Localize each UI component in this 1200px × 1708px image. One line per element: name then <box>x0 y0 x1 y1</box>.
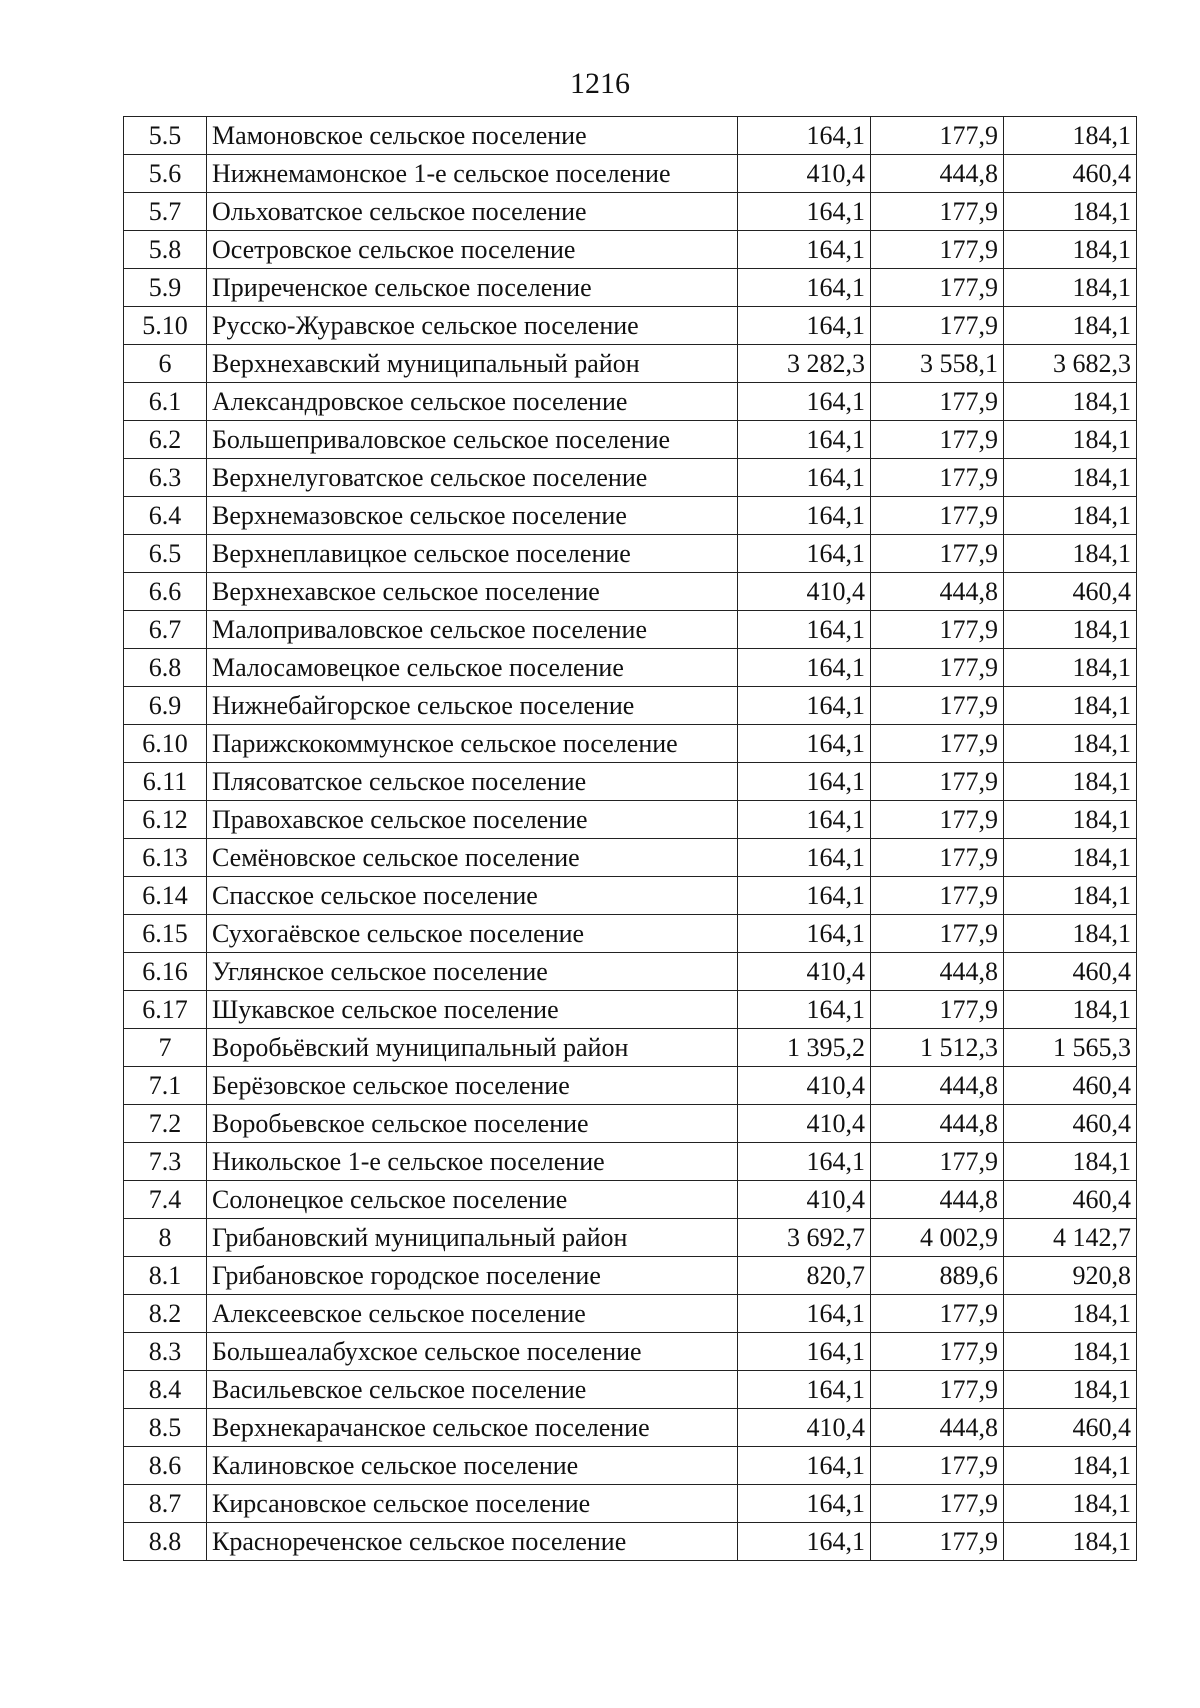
value-col-2: 889,6 <box>871 1257 1004 1295</box>
value-col-3: 184,1 <box>1004 383 1137 421</box>
table-row <box>124 535 1137 573</box>
value-col-3: 184,1 <box>1004 1371 1137 1409</box>
settlement-name: Берёзовское сельское поселение <box>207 1067 738 1105</box>
row-number: 7.3 <box>124 1143 207 1181</box>
value-col-1: 164,1 <box>738 383 871 421</box>
settlement-name: Верхнекарачанское сельское поселение <box>207 1409 738 1447</box>
row-number: 6.6 <box>124 573 207 611</box>
table-row <box>124 155 1137 193</box>
value-col-3: 184,1 <box>1004 991 1137 1029</box>
value-col-1: 410,4 <box>738 1409 871 1447</box>
table-row <box>124 1257 1137 1295</box>
value-col-2: 444,8 <box>871 1409 1004 1447</box>
value-col-2: 177,9 <box>871 535 1004 573</box>
row-number: 6.13 <box>124 839 207 877</box>
table-row <box>124 1447 1137 1485</box>
value-col-2: 177,9 <box>871 1333 1004 1371</box>
value-col-2: 177,9 <box>871 1485 1004 1523</box>
value-col-3: 3 682,3 <box>1004 345 1137 383</box>
value-col-3: 184,1 <box>1004 269 1137 307</box>
value-col-2: 177,9 <box>871 915 1004 953</box>
value-col-2: 177,9 <box>871 307 1004 345</box>
settlement-name: Плясоватское сельское поселение <box>207 763 738 801</box>
value-col-2: 444,8 <box>871 573 1004 611</box>
value-col-1: 164,1 <box>738 725 871 763</box>
value-col-3: 460,4 <box>1004 953 1137 991</box>
settlement-name: Сухогаёвское сельское поселение <box>207 915 738 953</box>
row-number: 5.10 <box>124 307 207 345</box>
value-col-2: 177,9 <box>871 1143 1004 1181</box>
value-col-1: 410,4 <box>738 953 871 991</box>
value-col-2: 177,9 <box>871 193 1004 231</box>
settlement-name: Углянское сельское поселение <box>207 953 738 991</box>
value-col-3: 184,1 <box>1004 1485 1137 1523</box>
settlement-name: Верхнемазовское сельское поселение <box>207 497 738 535</box>
value-col-2: 177,9 <box>871 649 1004 687</box>
value-col-2: 177,9 <box>871 839 1004 877</box>
table-row <box>124 801 1137 839</box>
value-col-3: 184,1 <box>1004 1523 1137 1561</box>
table-row <box>124 839 1137 877</box>
value-col-1: 164,1 <box>738 1523 871 1561</box>
row-number: 6.9 <box>124 687 207 725</box>
value-col-3: 184,1 <box>1004 307 1137 345</box>
value-col-1: 164,1 <box>738 649 871 687</box>
table-row <box>124 117 1137 155</box>
row-number: 7.1 <box>124 1067 207 1105</box>
table-row <box>124 915 1137 953</box>
row-number: 5.8 <box>124 231 207 269</box>
value-col-1: 164,1 <box>738 1295 871 1333</box>
value-col-1: 3 692,7 <box>738 1219 871 1257</box>
settlement-name: Нижнебайгорское сельское поселение <box>207 687 738 725</box>
row-number: 7 <box>124 1029 207 1067</box>
table-row <box>124 1333 1137 1371</box>
row-number: 7.2 <box>124 1105 207 1143</box>
settlement-name: Солонецкое сельское поселение <box>207 1181 738 1219</box>
value-col-2: 177,9 <box>871 269 1004 307</box>
table-row <box>124 1371 1137 1409</box>
allocation-table <box>123 116 1137 1561</box>
value-col-2: 444,8 <box>871 155 1004 193</box>
table-row <box>124 193 1137 231</box>
table-row <box>124 421 1137 459</box>
row-number: 6.1 <box>124 383 207 421</box>
settlement-name: Никольское 1-е сельское поселение <box>207 1143 738 1181</box>
settlement-name: Александровское сельское поселение <box>207 383 738 421</box>
value-col-1: 164,1 <box>738 877 871 915</box>
value-col-3: 184,1 <box>1004 1333 1137 1371</box>
value-col-1: 410,4 <box>738 1181 871 1219</box>
table-row <box>124 1409 1137 1447</box>
value-col-2: 177,9 <box>871 763 1004 801</box>
table-row <box>124 1067 1137 1105</box>
value-col-1: 164,1 <box>738 687 871 725</box>
value-col-3: 184,1 <box>1004 1143 1137 1181</box>
settlement-name: Малоприваловское сельское поселение <box>207 611 738 649</box>
row-number: 8.6 <box>124 1447 207 1485</box>
value-col-3: 184,1 <box>1004 763 1137 801</box>
table-row <box>124 877 1137 915</box>
settlement-name: Верхнехавский муниципальный район <box>207 345 738 383</box>
value-col-2: 177,9 <box>871 1523 1004 1561</box>
settlement-name: Большеприваловское сельское поселение <box>207 421 738 459</box>
settlement-name: Парижскокоммунское сельское поселение <box>207 725 738 763</box>
value-col-1: 410,4 <box>738 573 871 611</box>
table-row <box>124 763 1137 801</box>
settlement-name: Воробьевское сельское поселение <box>207 1105 738 1143</box>
table-row <box>124 383 1137 421</box>
value-col-3: 460,4 <box>1004 1181 1137 1219</box>
page-number: 1216 <box>570 67 630 100</box>
row-number: 8.2 <box>124 1295 207 1333</box>
row-number: 5.6 <box>124 155 207 193</box>
value-col-3: 4 142,7 <box>1004 1219 1137 1257</box>
value-col-1: 164,1 <box>738 1143 871 1181</box>
value-col-3: 460,4 <box>1004 155 1137 193</box>
value-col-2: 177,9 <box>871 877 1004 915</box>
row-number: 8.1 <box>124 1257 207 1295</box>
table-row <box>124 1143 1137 1181</box>
settlement-name: Малосамовецкое сельское поселение <box>207 649 738 687</box>
value-col-3: 184,1 <box>1004 1447 1137 1485</box>
value-col-1: 410,4 <box>738 1067 871 1105</box>
row-number: 5.9 <box>124 269 207 307</box>
table-row <box>124 1295 1137 1333</box>
value-col-3: 460,4 <box>1004 1105 1137 1143</box>
row-number: 8.8 <box>124 1523 207 1561</box>
value-col-3: 184,1 <box>1004 193 1137 231</box>
value-col-3: 184,1 <box>1004 725 1137 763</box>
row-number: 8.4 <box>124 1371 207 1409</box>
value-col-3: 184,1 <box>1004 649 1137 687</box>
value-col-3: 184,1 <box>1004 535 1137 573</box>
value-col-1: 164,1 <box>738 117 871 155</box>
settlement-name: Верхнехавское сельское поселение <box>207 573 738 611</box>
table-row <box>124 497 1137 535</box>
value-col-1: 164,1 <box>738 991 871 1029</box>
table-row <box>124 991 1137 1029</box>
value-col-1: 164,1 <box>738 611 871 649</box>
value-col-1: 164,1 <box>738 801 871 839</box>
row-number: 6.16 <box>124 953 207 991</box>
value-col-3: 184,1 <box>1004 459 1137 497</box>
table-row <box>124 1181 1137 1219</box>
settlement-name: Кирсановское сельское поселение <box>207 1485 738 1523</box>
value-col-1: 164,1 <box>738 1333 871 1371</box>
settlement-name: Русско-Журавское сельское поселение <box>207 307 738 345</box>
row-number: 6.8 <box>124 649 207 687</box>
settlement-name: Краснореченское сельское поселение <box>207 1523 738 1561</box>
value-col-2: 444,8 <box>871 1067 1004 1105</box>
settlement-name: Нижнемамонское 1-е сельское поселение <box>207 155 738 193</box>
table-row <box>124 953 1137 991</box>
settlement-name: Семёновское сельское поселение <box>207 839 738 877</box>
row-number: 6 <box>124 345 207 383</box>
row-number: 8.7 <box>124 1485 207 1523</box>
value-col-2: 444,8 <box>871 1181 1004 1219</box>
row-number: 8.3 <box>124 1333 207 1371</box>
value-col-2: 177,9 <box>871 231 1004 269</box>
table-row <box>124 1523 1137 1561</box>
value-col-3: 184,1 <box>1004 497 1137 535</box>
table-row <box>124 725 1137 763</box>
row-number: 6.17 <box>124 991 207 1029</box>
value-col-1: 164,1 <box>738 459 871 497</box>
value-col-2: 177,9 <box>871 611 1004 649</box>
value-col-2: 177,9 <box>871 421 1004 459</box>
value-col-2: 3 558,1 <box>871 345 1004 383</box>
value-col-3: 184,1 <box>1004 839 1137 877</box>
value-col-3: 184,1 <box>1004 801 1137 839</box>
row-number: 7.4 <box>124 1181 207 1219</box>
value-col-1: 164,1 <box>738 839 871 877</box>
value-col-3: 920,8 <box>1004 1257 1137 1295</box>
value-col-2: 177,9 <box>871 991 1004 1029</box>
settlement-name: Верхнеплавицкое сельское поселение <box>207 535 738 573</box>
settlement-name: Большеалабухское сельское поселение <box>207 1333 738 1371</box>
row-number: 6.3 <box>124 459 207 497</box>
value-col-3: 1 565,3 <box>1004 1029 1137 1067</box>
table-row <box>124 573 1137 611</box>
row-number: 6.4 <box>124 497 207 535</box>
value-col-1: 164,1 <box>738 269 871 307</box>
value-col-2: 177,9 <box>871 1371 1004 1409</box>
value-col-2: 1 512,3 <box>871 1029 1004 1067</box>
value-col-3: 184,1 <box>1004 1295 1137 1333</box>
value-col-3: 184,1 <box>1004 117 1137 155</box>
value-col-2: 444,8 <box>871 1105 1004 1143</box>
value-col-3: 184,1 <box>1004 421 1137 459</box>
value-col-3: 460,4 <box>1004 1067 1137 1105</box>
row-number: 6.14 <box>124 877 207 915</box>
row-number: 5.5 <box>124 117 207 155</box>
settlement-name: Приреченское сельское поселение <box>207 269 738 307</box>
value-col-3: 184,1 <box>1004 915 1137 953</box>
value-col-1: 164,1 <box>738 193 871 231</box>
value-col-1: 410,4 <box>738 155 871 193</box>
value-col-1: 164,1 <box>738 497 871 535</box>
row-number: 8 <box>124 1219 207 1257</box>
value-col-2: 177,9 <box>871 1447 1004 1485</box>
value-col-1: 164,1 <box>738 535 871 573</box>
settlement-name: Осетровское сельское поселение <box>207 231 738 269</box>
table-row <box>124 1105 1137 1143</box>
value-col-1: 164,1 <box>738 1371 871 1409</box>
row-number: 6.7 <box>124 611 207 649</box>
value-col-1: 164,1 <box>738 915 871 953</box>
row-number: 6.2 <box>124 421 207 459</box>
table-body <box>124 117 1137 1561</box>
value-col-1: 164,1 <box>738 421 871 459</box>
table-row <box>124 231 1137 269</box>
value-col-3: 184,1 <box>1004 611 1137 649</box>
value-col-2: 177,9 <box>871 497 1004 535</box>
row-number: 6.10 <box>124 725 207 763</box>
value-col-1: 164,1 <box>738 1485 871 1523</box>
row-number: 6.15 <box>124 915 207 953</box>
value-col-3: 460,4 <box>1004 573 1137 611</box>
settlement-name: Спасское сельское поселение <box>207 877 738 915</box>
value-col-1: 164,1 <box>738 231 871 269</box>
settlement-name: Мамоновское сельское поселение <box>207 117 738 155</box>
row-number: 5.7 <box>124 193 207 231</box>
value-col-1: 164,1 <box>738 763 871 801</box>
table-row <box>124 611 1137 649</box>
table-row <box>124 269 1137 307</box>
value-col-1: 820,7 <box>738 1257 871 1295</box>
value-col-2: 177,9 <box>871 383 1004 421</box>
value-col-2: 177,9 <box>871 725 1004 763</box>
value-col-1: 1 395,2 <box>738 1029 871 1067</box>
value-col-2: 177,9 <box>871 801 1004 839</box>
value-col-1: 164,1 <box>738 1447 871 1485</box>
value-col-1: 164,1 <box>738 307 871 345</box>
table-row <box>124 649 1137 687</box>
table-row <box>124 459 1137 497</box>
value-col-2: 177,9 <box>871 687 1004 725</box>
value-col-3: 184,1 <box>1004 877 1137 915</box>
table-row <box>124 1029 1137 1067</box>
settlement-name: Воробьёвский муниципальный район <box>207 1029 738 1067</box>
value-col-2: 177,9 <box>871 1295 1004 1333</box>
row-number: 6.5 <box>124 535 207 573</box>
settlement-name: Калиновское сельское поселение <box>207 1447 738 1485</box>
value-col-3: 184,1 <box>1004 231 1137 269</box>
settlement-name: Грибановский муниципальный район <box>207 1219 738 1257</box>
value-col-3: 460,4 <box>1004 1409 1137 1447</box>
row-number: 8.5 <box>124 1409 207 1447</box>
value-col-2: 177,9 <box>871 117 1004 155</box>
settlement-name: Ольховатское сельское поселение <box>207 193 738 231</box>
value-col-3: 184,1 <box>1004 687 1137 725</box>
value-col-1: 410,4 <box>738 1105 871 1143</box>
table-row <box>124 1485 1137 1523</box>
value-col-2: 444,8 <box>871 953 1004 991</box>
settlement-name: Верхнелуговатское сельское поселение <box>207 459 738 497</box>
table-row <box>124 1219 1137 1257</box>
table-row <box>124 307 1137 345</box>
table-row <box>124 687 1137 725</box>
settlement-name: Грибановское городское поселение <box>207 1257 738 1295</box>
settlement-name: Алексеевское сельское поселение <box>207 1295 738 1333</box>
row-number: 6.11 <box>124 763 207 801</box>
settlement-name: Васильевское сельское поселение <box>207 1371 738 1409</box>
value-col-2: 4 002,9 <box>871 1219 1004 1257</box>
settlement-name: Шукавское сельское поселение <box>207 991 738 1029</box>
settlement-name: Правохавское сельское поселение <box>207 801 738 839</box>
value-col-1: 3 282,3 <box>738 345 871 383</box>
row-number: 6.12 <box>124 801 207 839</box>
table-row <box>124 345 1137 383</box>
value-col-2: 177,9 <box>871 459 1004 497</box>
